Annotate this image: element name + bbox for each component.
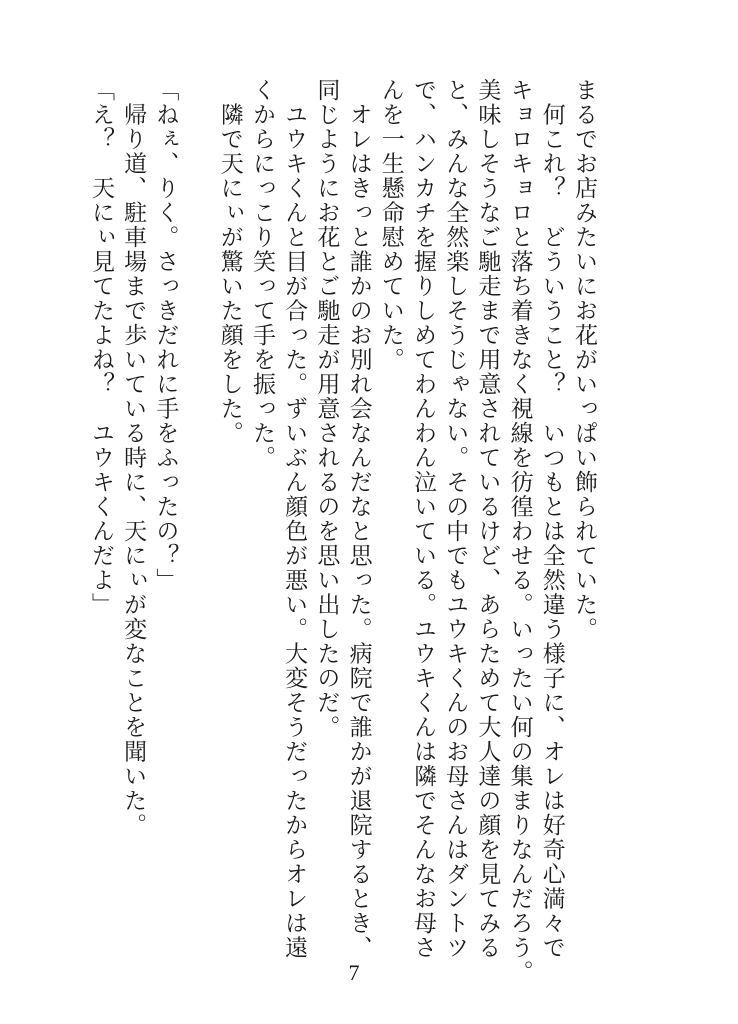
text-line: 何これ？ どういうこと？ いつもとは全然違う様子に、オレは好奇心満々で	[538, 78, 565, 960]
text-line: キョロキョロと落ち着きなく視線を彷徨わせる。いったい何の集まりなんだろう。	[506, 78, 533, 985]
text-line: 同じようにお花とご馳走が用意されるのを思い出したのだ。	[313, 78, 340, 740]
text-line: くからにっこり笑って手を振った。	[248, 78, 275, 470]
text-line: 「ねぇ、りく。さっきだれに手をふったの？」	[152, 78, 179, 593]
text-line: 美味しそうなご馳走まで用意されているけど、あらためて大人達の顔を見てみる	[474, 78, 501, 960]
page-number: 7	[348, 960, 360, 985]
text-line: まるでお店みたいにお花がいっぱい飾られていた。	[571, 78, 597, 642]
text-line: ユウキくんと目が合った。ずいぶん顔色が悪い。大変そうだったからオレは遠	[281, 78, 308, 960]
text-line: 隣で天にぃが驚いた顔をした。	[216, 78, 243, 446]
text-line: 帰り道、駐車場まで歩いている時に、天にぃが変なことを聞いた。	[120, 78, 147, 838]
text-line: んを一生懸命慰めていた。	[377, 78, 404, 372]
blank-line	[181, 78, 213, 938]
text-line: と、みんな全然楽しそうじゃない。その中でもユウキくんのお母さんはダントツ	[442, 78, 469, 960]
text-line: 「え？ 天にぃ見てたよね？ ユウキくんだよ」	[87, 78, 114, 617]
vertical-text-body	[85, 78, 600, 985]
text-line: オレはきっと誰かのお別れ会なんだなと思った。病院で誰かが退院するとき、	[345, 78, 372, 960]
text-line: で、ハンカチを握りしめてわんわん泣いている。ユウキくんは隣でそんなお母さ	[409, 78, 436, 960]
